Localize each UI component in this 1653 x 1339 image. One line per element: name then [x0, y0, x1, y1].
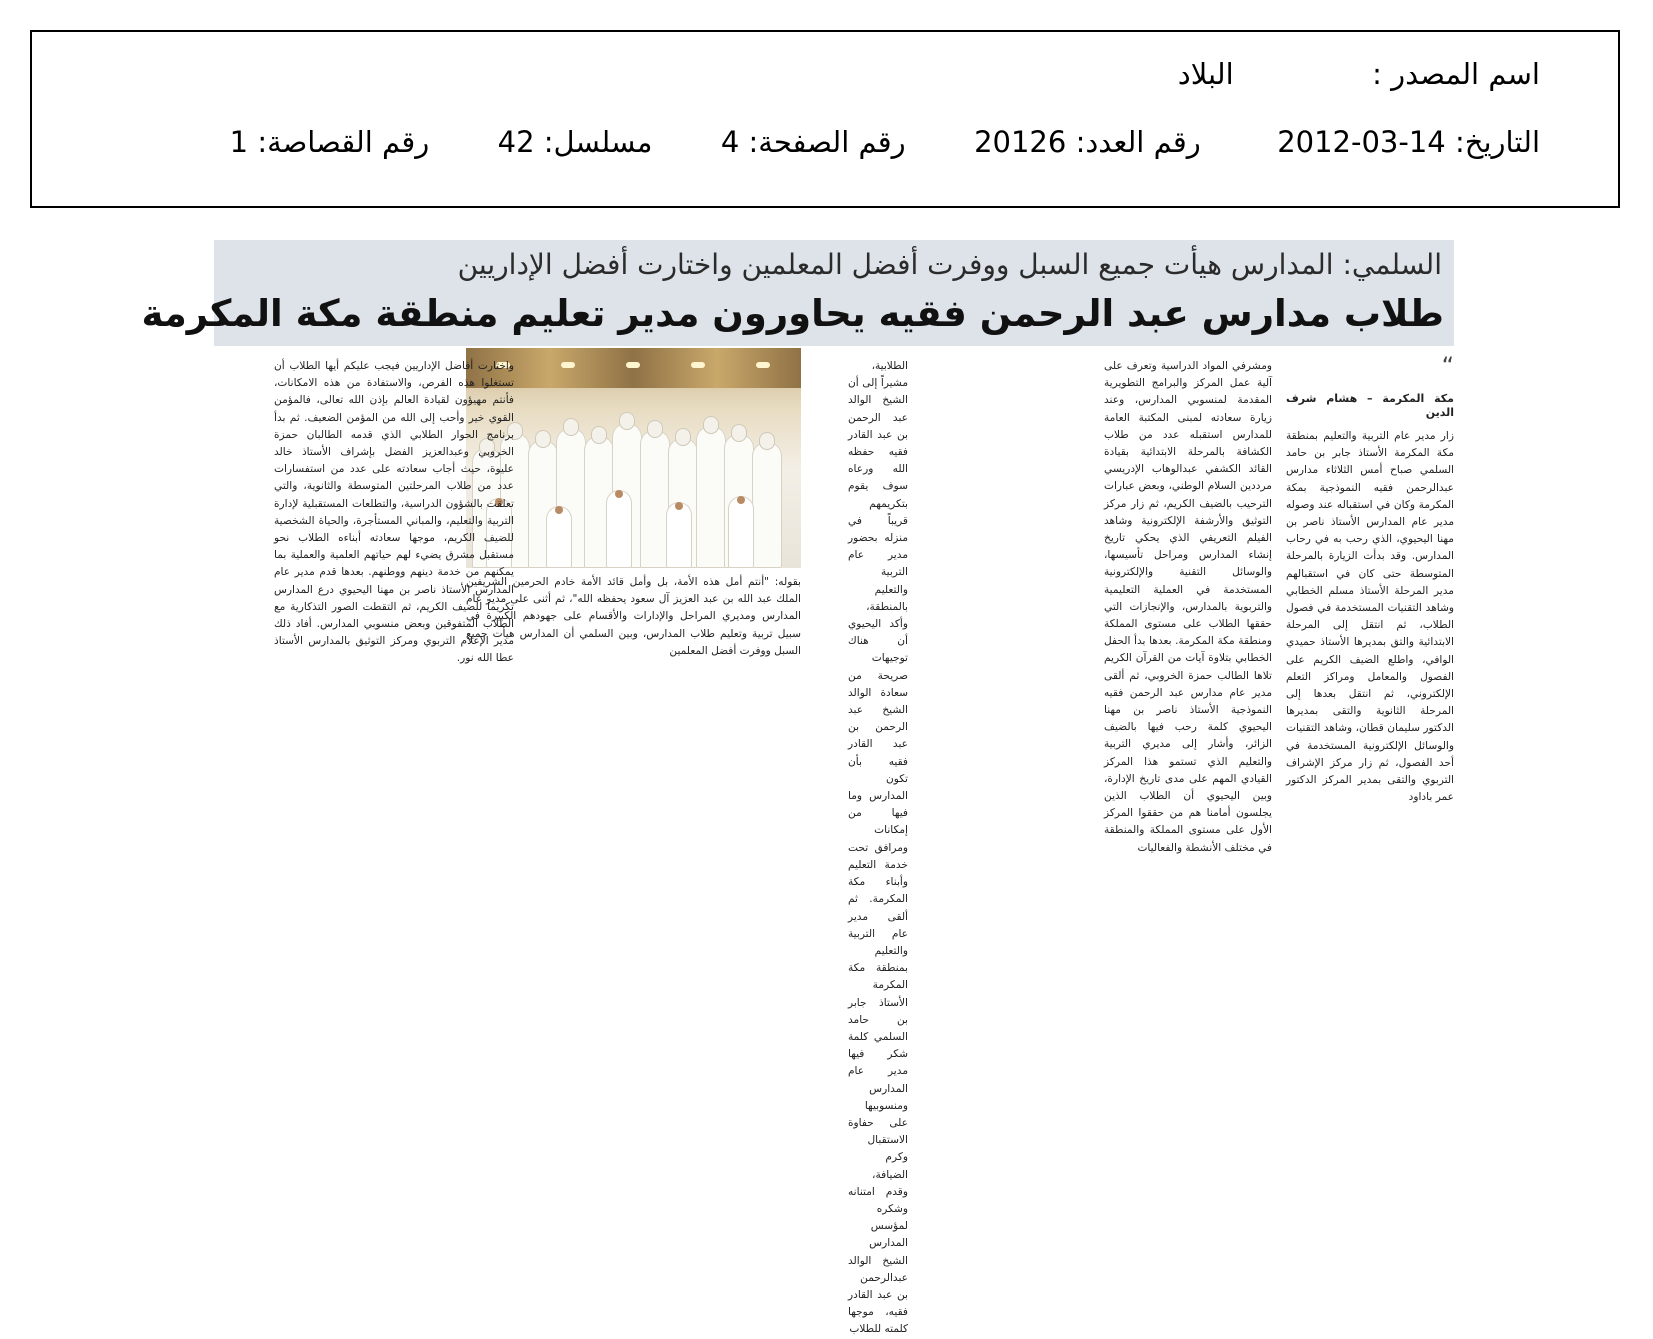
issue-value: 20126 — [974, 125, 1067, 159]
person-figure — [696, 426, 726, 568]
clip-label: رقم القصاصة: — [257, 125, 430, 159]
person-figure — [728, 496, 754, 568]
person-head — [759, 432, 775, 450]
serial-label: مسلسل: — [543, 125, 653, 159]
person-head — [703, 416, 719, 434]
clip-value: 1 — [229, 125, 249, 159]
person-face — [615, 490, 623, 498]
person-head — [591, 426, 607, 444]
ceiling-light-icon — [561, 362, 575, 368]
person-head — [619, 412, 635, 430]
photo-ceiling — [466, 348, 801, 388]
person-figure — [666, 502, 692, 568]
quote-mark-icon: “ — [1441, 352, 1454, 380]
column-text: الطلابية، مشيراً إلى أن الشيخ الوالد عبد الرحمن بن عبد القادر فقيه حفظه الله ورعاه سوف يقوم بتكريمهم قريباً في منزله بحضور مدير عام التربية والتعليم بالمنطقة، وأكد اليحيوي أن هناك توجيهات صريحة من سعادة الوالد الشيخ عبد الرحمن بن عبد القادر فقيه بأن تكون المدارس وما فيها من إمكانات ومرافق تحت خدمة التعليم وأبناء مكة المكرمة. ثم ألقى مدير عام التربية والتعليم بمنطقة مكة المكرمة الأستاذ جابر بن حامد السلمي كلمة شكر فيها مدير عام المدارس ومنسوبيها على حفاوة الاستقبال وكرم الضيافة، وقدم امتنانه وشكره لمؤسس المدارس الشيخ الوالد عبدالرحمن بن عبد القادر فقيه، موجها كلمته للطلاب — [848, 360, 908, 1336]
ceiling-light-icon — [756, 362, 770, 368]
column-text: واختارت أفاضل الإداريين فيجب عليكم أيها الطلاب أن تستغلوا هذه الفرص، والاستفادة من هذه الامكانات، فأنتم مهيؤون لقيادة العالم بإذن الله تعالى، فالمؤمن القوي خير وأحب إلى الله من المؤمن الضعيف. ثم بدأ برنامج الحوار الطلابي الذي قدمه الطالبان حمزة الخروبي وعبدالعزيز الفضل بإشراف الأستاذ خالد عليوة، حيث أجاب سعادته على عدد من استفسارات عدد من طلاب المرحلتين المتوسطة والثانوية، والتي تعلقت بالشؤون الدراسية، والتطلعات المستقبلية لإدارة التربية والتعليم، والمباني المستأجرة، والحياة الشخصية للضيف الكريم، موجها سعادته أبناءه الطلاب نحو مستقبل مشرق يضيء لهم حياتهم العلمية والعملية بما يمكنهم من خدمة دينهم ووطنهم. بعدها قدم مدير عام المدارس الأستاذ ناصر بن مهنا اليحيوي درع المدارس تكريماً للضيف الكريم، ثم التقطت الصور التذكارية مع الطلاب المتفوقين وبعض منسوبي المدارس. أفاد ذلك مدير الإعلام التربوي ومركز التوثيق بالمدارس الأستاذ عطا الله نور. — [274, 360, 514, 665]
source-row — [1178, 54, 1540, 94]
article-column-below-photo — [466, 574, 801, 708]
article-column-1 — [1286, 352, 1454, 804]
details-row — [230, 122, 1540, 162]
page-value: 4 — [720, 125, 740, 159]
person-face — [737, 496, 745, 504]
article-column-4 — [274, 358, 514, 708]
column-text: بقوله: "أنتم أمل هذه الأمة، بل وأمل قائد الأمة خادم الحرمين الشريفين الملك عبد الله بن عبد العزيز آل سعود يحفظه الله"، ثم أثنى على مدير عام المدارس ومديري المراحل والإدارات والأقسام على جهودهم الكبيرة في سبيل تربية وتعليم طلاب المدارس، وبين السلمي أن المدارس هيأت جميع السبل ووفرت أفضل المعلمين — [466, 576, 801, 657]
source-label: اسم المصدر : — [1372, 57, 1540, 91]
serial-value: 42 — [497, 125, 535, 159]
person-head — [647, 420, 663, 438]
person-figure — [606, 490, 632, 568]
person-figure — [546, 506, 572, 568]
headline-band — [141, 240, 1454, 346]
news-photo — [466, 348, 801, 568]
ceiling-light-icon — [691, 362, 705, 368]
person-head — [731, 424, 747, 442]
date-value: 2012-03-14 — [1277, 125, 1446, 159]
person-head — [563, 418, 579, 436]
ceiling-light-icon — [626, 362, 640, 368]
page-label: رقم الصفحة: — [748, 125, 906, 159]
person-head — [535, 430, 551, 448]
column-text: زار مدير عام التربية والتعليم بمنطقة مكة المكرمة الأستاذ جابر بن حامد السلمي صباح أمس الثلاثاء مدارس عبدالرحمن فقيه النموذجية بمكة المكرمة وكان في استقباله عند وصوله مدير عام المدارس الأستاذ ناصر بن مهنا اليحيوي، الذي رحب به في رحاب المدارس. وقد بدأت الزيارة بالمرحلة المتوسطة حتى كان في استقبالهم مدير المرحلة الأستاذ مسلم الخطابي وشاهد التقنيات المستخدمة في فصول الطلاب، ثم انتقل إلى المرحلة الابتدائية والتق بمديرها الأستاذ حميدي الوافي، واطلع الضيف الكريم على الفصول والمعامل ومراكز التعلم الإلكتروني، ثم انتقل بعدها إلى المرحلة الثانوية والتقى بمديرها الدكتور سليمان قطان، وشاهد التقنيات والوسائل الإلكترونية المستخدمة في أحد الفصول، ثم زار مركز الإشراف التربوي والتقى بمدير المركز الدكتور عمر باداود — [1286, 430, 1454, 804]
column-text: ومشرفي المواد الدراسية وتعرف على آلية عمل المركز والبرامج التطويرية المقدمة لمنسوبي المدارس، وعند زيارة سعادته لمبنى المكتبة العامة للمدارس استقبله عدد من طلاب الكشافة بالمرحلة الابتدائية بقيادة القائد الكشفي عبدالوهاب الإدريسي مرددين السلام الوطني، وبعض عبارات الترحيب بالضيف الكريم، ثم زار مركز التوثيق والأرشفة الإلكترونية وشاهد الفيلم التعريفي الذي يحكي تاريخ إنشاء المدارس ومراحل تأسيسها، والوسائل التقنية والإلكترونية المستخدمة في العملية التعليمية والتربوية بالمدارس، والإنجازات التي حققها الطلاب على مستوى المملكة ومنطقة مكة المكرمة. بعدها بدأ الحفل الخطابي بتلاوة آيات من القرآن الكريم تلاها الطالب حمزة الخروبي، ثم ألقى مدير عام مدارس عبد الرحمن فقيه النموذجية الأستاذ ناصر بن مهنا اليحيوي كلمة رحب فيها بالضيف الزائر، وأشار إلى مديري التربية والتعليم الذي تستمو هذا المركز القيادي المهم على مدى تاريخ الإدارة، وبين اليحيوي أن الطلاب الذين يجلسون أمامنا هم من حققوا المركز الأول على مستوى المملكة والمنطقة في مختلف الأنشطة والفعاليات — [1104, 360, 1272, 854]
article-byline: مكة المكرمة – هشام شرف الدين — [1286, 392, 1454, 419]
issue-label: رقم العدد: — [1075, 125, 1201, 159]
newspaper-clipping — [141, 240, 1454, 1336]
article-kicker: السلمي: المدارس هيأت جميع السبل ووفرت أفضل المعلمين واختارت أفضل الإداريين — [457, 248, 1442, 281]
date-label: التاريخ: — [1454, 125, 1540, 159]
source-value: البلاد — [1177, 57, 1234, 91]
person-face — [555, 506, 563, 514]
person-figure — [752, 442, 782, 568]
article-headline: طلاب مدارس عبد الرحمن فقيه يحاورون مدير تعليم منطقة مكة المكرمة — [141, 292, 1444, 335]
person-head — [675, 428, 691, 446]
article-column-2 — [1104, 358, 1272, 854]
source-metadata-box — [30, 30, 1620, 208]
person-face — [675, 502, 683, 510]
article-column-3 — [848, 358, 908, 1336]
